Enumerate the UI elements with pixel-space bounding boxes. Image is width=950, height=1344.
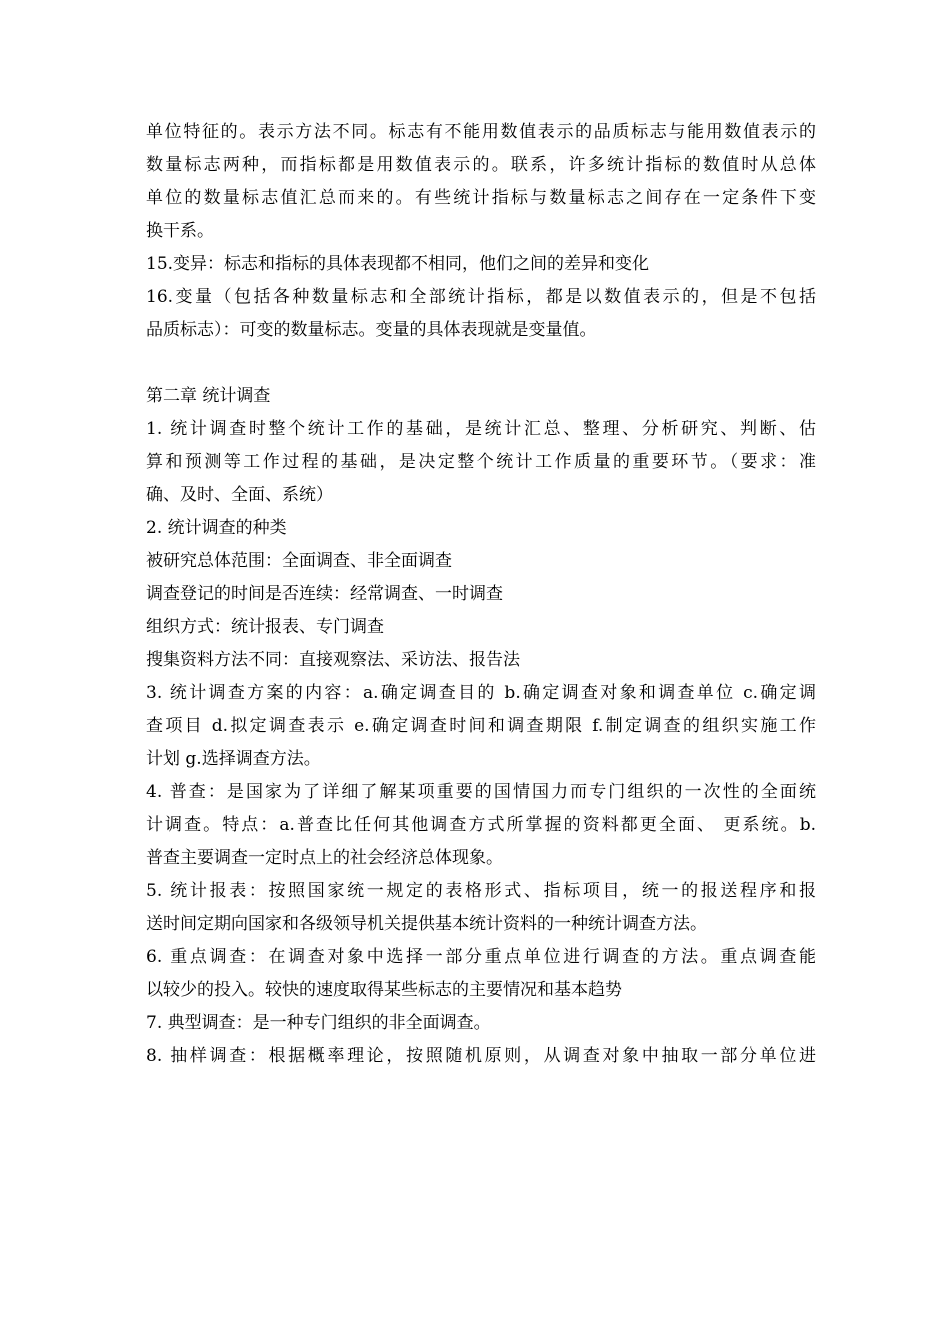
chapter-heading: 第二章 统计调查 <box>146 386 271 406</box>
text-line: 送时间定期向国家和各级领导机关提供基本统计资料的一种统计调查方法。 <box>146 914 707 934</box>
text-line: 算和预测等工作过程的基础，是决定整个统计工作质量的重要环节。（要求：准 <box>146 452 816 472</box>
text-line: 1. 统计调查时整个统计工作的基础，是统计汇总、整理、分析研究、判断、估 <box>146 419 816 439</box>
text-line: 3. 统计调查方案的内容：a.确定调查目的 b.确定调查对象和调查单位 c.确定调 <box>146 683 816 703</box>
text-line: 7. 典型调查：是一种专门组织的非全面调查。 <box>146 1013 491 1033</box>
text-line: 计调查。特点：a.普查比任何其他调查方式所掌握的资料都更全面、 更系统。b. <box>146 815 816 835</box>
text-line: 6. 重点调查：在调查对象中选择一部分重点单位进行调查的方法。重点调查能 <box>146 947 816 967</box>
text-line: 数量标志两种，而指标都是用数值表示的。联系，许多统计指标的数值时从总体 <box>146 155 816 175</box>
text-line: 确、及时、全面、系统） <box>146 485 333 505</box>
text-line: 调查登记的时间是否连续：经常调查、一时调查 <box>146 584 503 604</box>
text-line: 5. 统计报表：按照国家统一规定的表格形式、指标项目，统一的报送程序和报 <box>146 881 816 901</box>
text-line: 品质标志）：可变的数量标志。变量的具体表现就是变量值。 <box>146 320 597 340</box>
text-line: 单位的数量标志值汇总而来的。有些统计指标与数量标志之间存在一定条件下变 <box>146 188 816 208</box>
text-line: 15.变异：标志和指标的具体表现都不相同，他们之间的差异和变化 <box>146 254 650 274</box>
text-line: 搜集资料方法不同：直接观察法、采访法、报告法 <box>146 650 520 670</box>
text-line: 8. 抽样调查：根据概率理论，按照随机原则，从调查对象中抽取一部分单位进 <box>146 1046 816 1066</box>
text-line: 被研究总体范围：全面调查、非全面调查 <box>146 551 452 571</box>
text-line: 普查主要调查一定时点上的社会经济总体现象。 <box>146 848 503 868</box>
text-line: 16.变量（包括各种数量标志和全部统计指标，都是以数值表示的，但是不包括 <box>146 287 816 307</box>
text-line: 组织方式：统计报表、专门调查 <box>146 617 384 637</box>
text-line: 4. 普查：是国家为了详细了解某项重要的国情国力而专门组织的一次性的全面统 <box>146 782 816 802</box>
document-body <box>146 116 816 1073</box>
text-line: 以较少的投入。较快的速度取得某些标志的主要情况和基本趋势 <box>146 980 622 1000</box>
text-line: 计划 g.选择调查方法。 <box>146 749 321 769</box>
blank-line <box>146 347 816 380</box>
text-line: 2. 统计调查的种类 <box>146 518 287 538</box>
text-line: 换干系。 <box>146 221 214 241</box>
text-line: 查项目 d.拟定调查表示 e.确定调查时间和调查期限 f.制定调查的组织实施工作 <box>146 716 816 736</box>
text-line: 单位特征的。表示方法不同。标志有不能用数值表示的品质标志与能用数值表示的 <box>146 122 816 142</box>
